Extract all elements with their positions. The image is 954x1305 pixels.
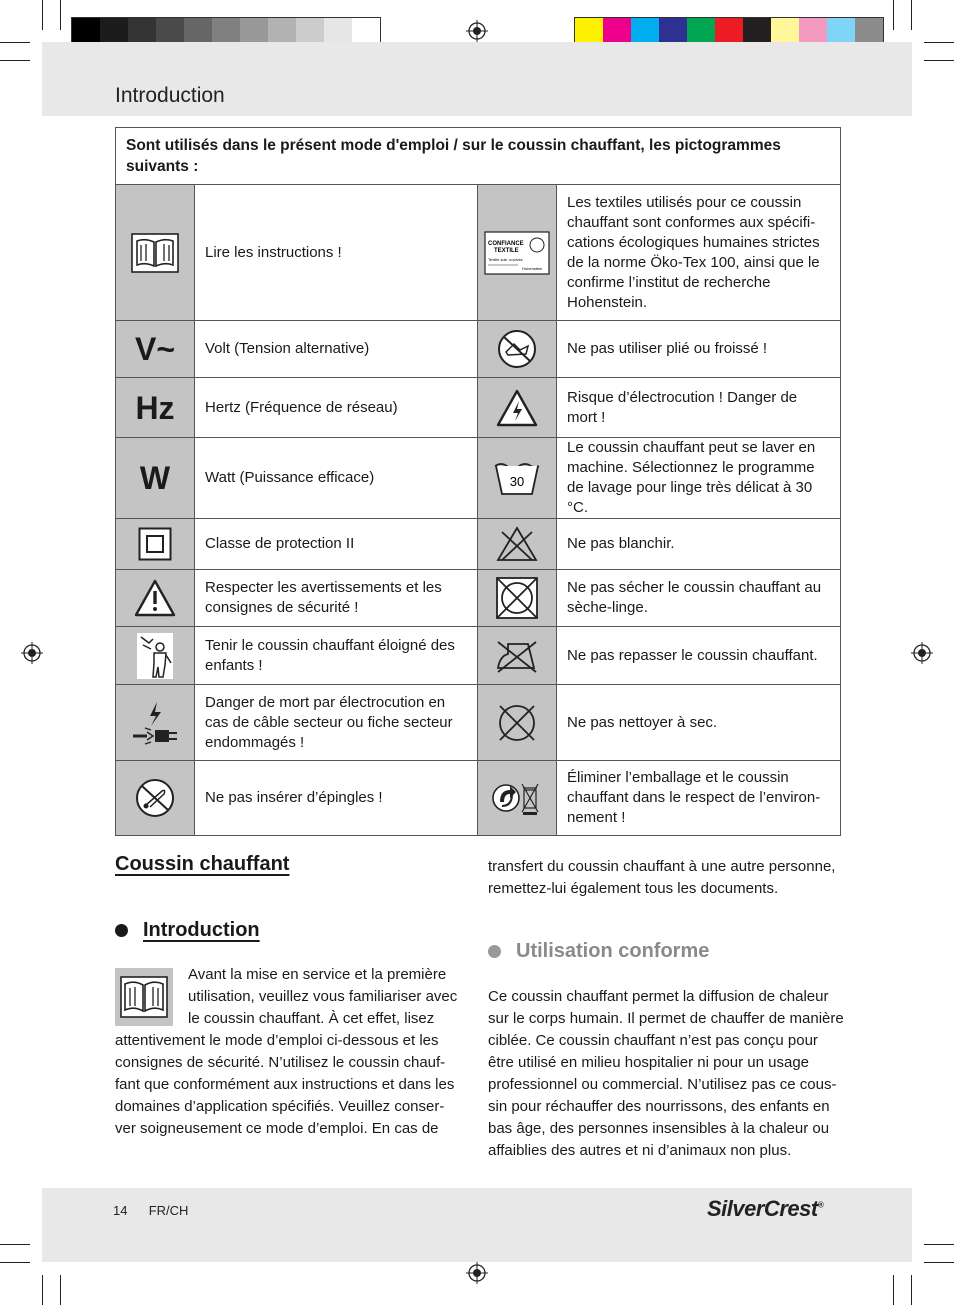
- text-line: le coussin chauffant. À cet effet, lisez: [188, 1010, 435, 1027]
- text-line: ver soigneusement ce mode d’emploi. En cas de: [115, 1120, 439, 1137]
- wash-30-icon: [478, 438, 557, 519]
- table-row: [116, 378, 841, 438]
- pictogram-description: Lire les instructions !: [195, 185, 478, 321]
- brand-logo: [707, 1196, 823, 1222]
- table-header-row: [116, 128, 841, 185]
- no-bleach-icon: [478, 519, 557, 570]
- warning-triangle-icon: [116, 570, 195, 627]
- table-row: [116, 761, 841, 836]
- brand-name: SilverCrest: [707, 1196, 818, 1221]
- intro-paragraph: [115, 1030, 454, 1140]
- text-line: attentivement le mode d’emploi ci-dessous et les: [115, 1032, 439, 1049]
- text-line: consignes de sécurité. N’utilisez le coussin chauf-: [115, 1054, 446, 1071]
- text-line: ciblée. Ce coussin chauffant n’est pas conçu pour: [488, 1032, 818, 1049]
- hertz-symbol: [116, 378, 195, 438]
- crop-mark: [0, 1244, 30, 1245]
- crop-mark: [924, 1262, 954, 1263]
- registration-mark-icon: [21, 642, 43, 664]
- wash-temperature: 30: [509, 474, 525, 489]
- registration-mark-icon: [466, 20, 488, 42]
- bullet-icon: [488, 945, 501, 958]
- pictogram-description: Risque d’électrocution ! Danger de mort !: [557, 378, 841, 438]
- crop-mark: [42, 0, 43, 30]
- oeko-label-line: Hohenstein: [522, 265, 543, 271]
- watt-symbol: [116, 438, 195, 519]
- pictogram-description: Le coussin chauffant peut se laver en machine. Sélectionnez le programme de lavage pour linge très délicat à 30 °C.: [557, 438, 841, 519]
- damaged-cable-icon: [116, 685, 195, 761]
- volt-symbol: [116, 321, 195, 378]
- locale-label: FR/CH: [148, 1203, 189, 1218]
- page-footer: [113, 1203, 188, 1218]
- section-title: Coussin chauffant: [115, 853, 290, 875]
- pictogram-description: Ne pas insérer d’épingles !: [195, 761, 478, 836]
- page-title: Introduction: [115, 84, 225, 107]
- text-line: sin pour réchauffer des nourrissons, des enfants en: [488, 1098, 830, 1115]
- pictogram-description: Ne pas sécher le coussin chauffant au sèche-linge.: [557, 570, 841, 627]
- pictogram-table: [115, 127, 841, 836]
- children-warning-icon: [116, 627, 195, 685]
- pictogram-description: Ne pas repasser le coussin chauffant.: [557, 627, 841, 685]
- pictogram-description: Volt (Tension alternative): [195, 321, 478, 378]
- pictogram-description: Respecter les avertissements et les consignes de sécurité !: [195, 570, 478, 627]
- bullet-icon: [115, 924, 128, 937]
- registration-mark-icon: [911, 642, 933, 664]
- table-row: [116, 570, 841, 627]
- usage-paragraph: [488, 986, 844, 1162]
- crop-mark: [0, 60, 30, 61]
- electric-shock-icon: [478, 378, 557, 438]
- crop-mark: [924, 42, 954, 43]
- table-heading: Sont utilisés dans le présent mode d'emploi / sur le coussin chauffant, les pictogrammes suivants :: [116, 128, 841, 185]
- text-line: sur le corps humain. Il permet de chauffer de manière: [488, 1010, 844, 1027]
- no-fold-icon: [478, 321, 557, 378]
- crop-mark: [0, 42, 30, 43]
- no-pins-icon: [116, 761, 195, 836]
- pictogram-description: Les textiles utilisés pour ce coussin chauffant sont conformes aux spécifi-cations écologiques humaines strictes de la norme Öko-Tex 100, ainsi que le confirme l’institut de recherche Hohenstein.: [557, 185, 841, 321]
- brand-registered-mark: ®: [817, 1200, 824, 1210]
- book-icon: [116, 185, 195, 321]
- intro-paragraph-continued: [488, 856, 835, 900]
- text-line: affaiblies des autres et ni d’animaux non plus.: [488, 1142, 792, 1159]
- crop-mark: [60, 1275, 61, 1305]
- usage-heading: Utilisation conforme: [516, 940, 710, 962]
- recycle-disposal-icon: [478, 761, 557, 836]
- oeko-label-line: Textile sub. nocives: [488, 256, 523, 262]
- text-line: Ce coussin chauffant permet la diffusion de chaleur: [488, 988, 829, 1005]
- pictogram-description: Éliminer l’emballage et le coussin chauffant dans le respect de l’environ-nement !: [557, 761, 841, 836]
- crop-mark: [911, 0, 912, 30]
- oeko-tex-label-icon: [478, 185, 557, 321]
- table-row: [116, 627, 841, 685]
- text-line: transfert du coussin chauffant à une autre personne,: [488, 858, 836, 875]
- no-iron-icon: [478, 627, 557, 685]
- pictogram-description: Ne pas utiliser plié ou froissé !: [557, 321, 841, 378]
- no-tumble-dry-icon: [478, 570, 557, 627]
- book-icon: [115, 968, 173, 1026]
- registration-mark-icon: [466, 1262, 488, 1284]
- crop-mark: [893, 0, 894, 30]
- text-line: professionnel ou commercial. N’utilisez pas ce cous-: [488, 1076, 837, 1093]
- crop-mark: [924, 60, 954, 61]
- crop-mark: [0, 1262, 30, 1263]
- oeko-label-line: TEXTILE: [494, 247, 519, 254]
- table-row: [116, 685, 841, 761]
- table-row: [116, 321, 841, 378]
- intro-paragraph-lead: [188, 964, 457, 1030]
- oeko-label-line: CONFIANCE: [488, 240, 524, 247]
- crop-mark: [911, 1275, 912, 1305]
- text-line: fant que conformément aux instructions et dans les: [115, 1076, 455, 1093]
- crop-mark: [60, 0, 61, 30]
- table-row: [116, 519, 841, 570]
- pictogram-description: Hertz (Fréquence de réseau): [195, 378, 478, 438]
- text-line: bas âge, des personnes insensibles à la chaleur ou: [488, 1120, 830, 1137]
- crop-mark: [42, 1275, 43, 1305]
- table-row: [116, 185, 841, 321]
- pictogram-description: Classe de protection II: [195, 519, 478, 570]
- watt-symbol-text: W: [139, 460, 171, 497]
- page-number: 14: [113, 1203, 128, 1218]
- pictogram-description: Watt (Puissance efficace): [195, 438, 478, 519]
- pictogram-description: Ne pas blanchir.: [557, 519, 841, 570]
- crop-mark: [893, 1275, 894, 1305]
- protection-class-icon: [116, 519, 195, 570]
- crop-mark: [924, 1244, 954, 1245]
- text-line: remettez-lui également tous les documents.: [488, 880, 779, 897]
- pictogram-description: Tenir le coussin chauffant éloigné des enfants !: [195, 627, 478, 685]
- intro-heading: Introduction: [143, 919, 260, 941]
- pictogram-description: Ne pas nettoyer à sec.: [557, 685, 841, 761]
- no-dry-clean-icon: [478, 685, 557, 761]
- pictogram-description: Danger de mort par électrocution en cas de câble secteur ou fiche secteur endommagés !: [195, 685, 478, 761]
- table-row: [116, 438, 841, 519]
- text-line: domaines d’application spécifiés. Veuillez conser-: [115, 1098, 445, 1115]
- text-line: Avant la mise en service et la première: [188, 966, 447, 983]
- volt-symbol-text: V~: [134, 331, 176, 368]
- hertz-symbol-text: Hz: [135, 389, 175, 426]
- text-line: être utilisé en milieu hospitalier ni pour un usage: [488, 1054, 810, 1071]
- text-line: utilisation, veuillez vous familiariser avec: [188, 988, 458, 1005]
